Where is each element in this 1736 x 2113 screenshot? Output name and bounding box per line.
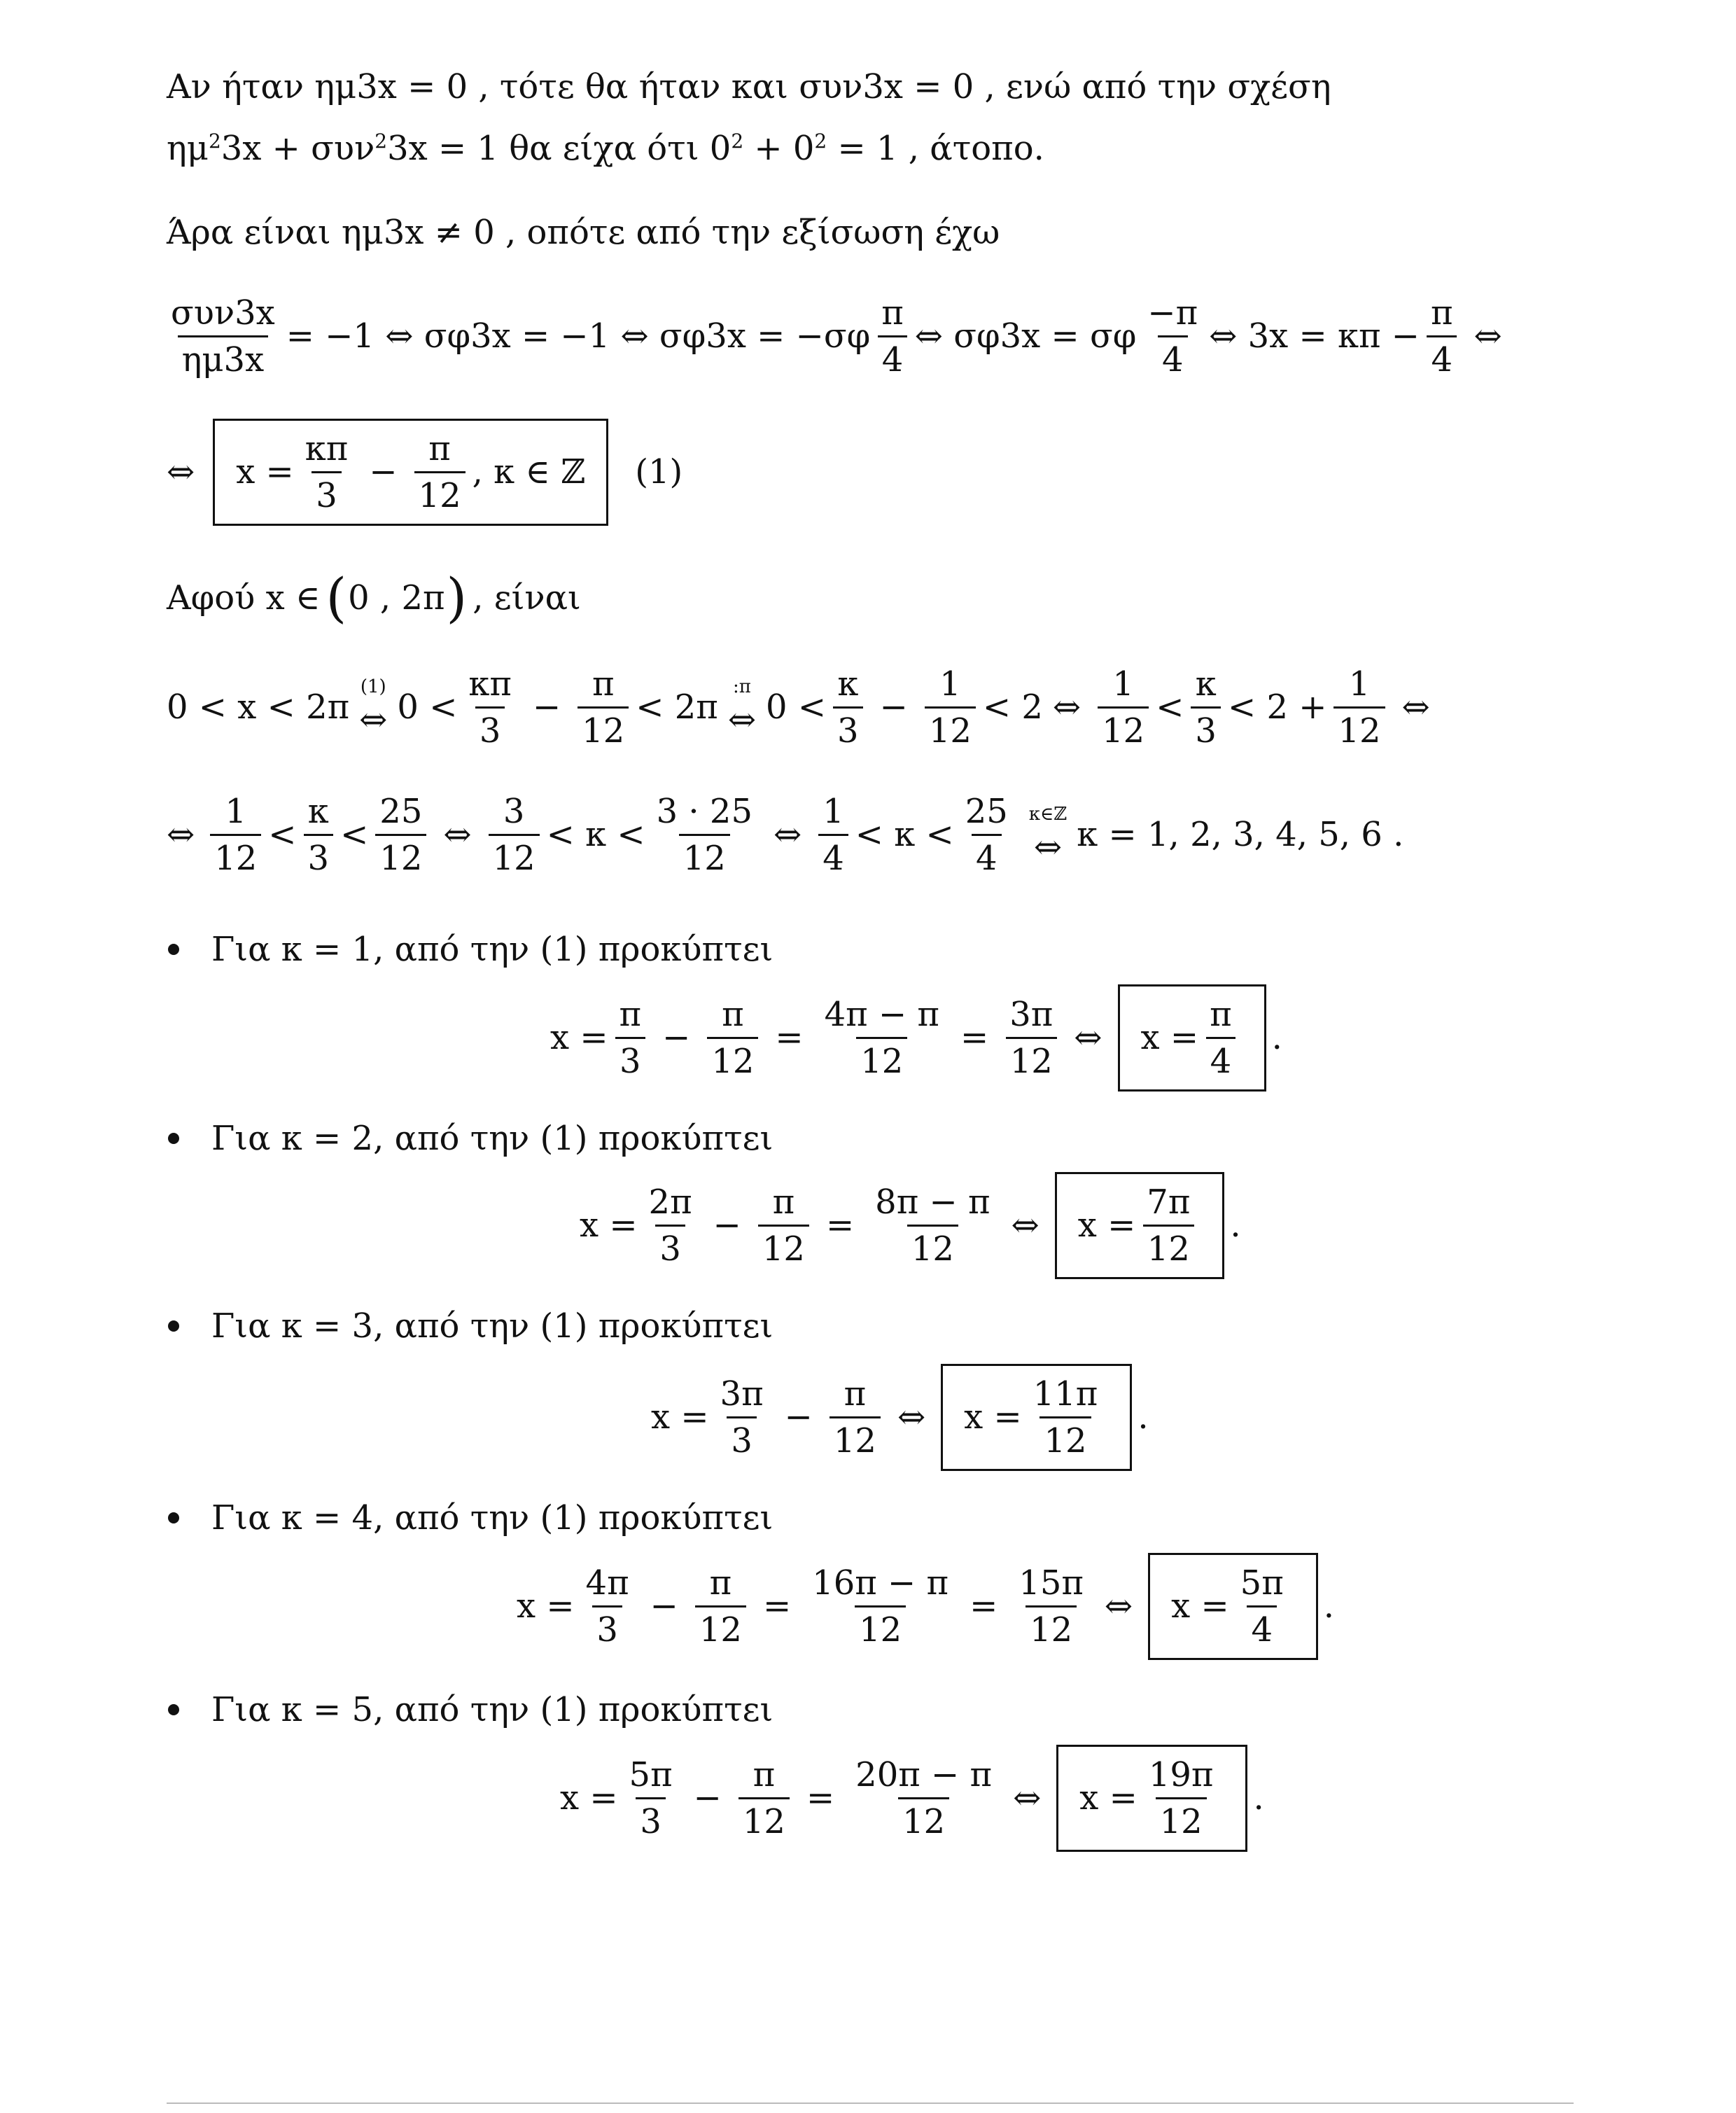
iff-over-label	[728, 678, 756, 737]
over-label: :π	[732, 676, 751, 697]
denominator: 12	[830, 1416, 881, 1458]
equation-label: (1)	[635, 452, 683, 491]
equals-sign: =	[825, 1206, 855, 1245]
equation-part: ⇔ σφ3x = σφ	[914, 316, 1137, 356]
equals-sign: =	[775, 1018, 804, 1057]
x-equals: x =	[651, 1397, 709, 1437]
fraction	[578, 664, 629, 751]
denominator: 4	[1247, 1605, 1277, 1647]
less-than: <	[340, 815, 369, 854]
equation-part: ⇔ 3x = κπ −	[1209, 316, 1420, 356]
fraction	[1143, 293, 1202, 379]
case-equation-3	[651, 1365, 1149, 1469]
less-than: <	[268, 815, 297, 854]
case-text: , από την (1) προκύπτει	[373, 1119, 774, 1158]
fraction	[1427, 293, 1457, 379]
fraction	[808, 1563, 953, 1650]
denominator: 12	[925, 706, 976, 748]
fraction	[1334, 664, 1385, 751]
superscript: 2	[374, 130, 388, 153]
x-equals: x =	[964, 1397, 1022, 1437]
denominator: 4	[972, 834, 1002, 875]
minus-sign: −	[662, 1018, 691, 1057]
denominator: 12	[738, 1797, 790, 1839]
fraction	[615, 994, 646, 1081]
ineq-result: κ = 1, 2, 3, 4, 5, 6 .	[1077, 815, 1404, 854]
minus-sign: −	[650, 1587, 678, 1626]
minus-sign: −	[693, 1778, 722, 1818]
fraction	[1144, 1755, 1218, 1841]
denominator: 12	[907, 1225, 958, 1266]
ineq-part: < κ <	[546, 815, 645, 854]
numerator: π	[772, 1182, 795, 1222]
denominator: 12	[1006, 1037, 1057, 1078]
numerator: 16π − π	[812, 1563, 949, 1603]
bullet	[168, 1512, 179, 1523]
equals-sign: =	[806, 1778, 835, 1818]
denominator: 12	[414, 471, 465, 512]
numerator: −π	[1147, 293, 1198, 333]
denominator: 4	[878, 335, 908, 377]
iff-symbol: ⇔	[727, 700, 757, 739]
fraction	[877, 293, 908, 379]
fraction	[375, 791, 426, 878]
denominator: 12	[695, 1605, 746, 1647]
numerator: 11π	[1032, 1374, 1098, 1414]
text-line-1: Αν ήταν ημ3x = 0 , τότε θα ήταν και συν3x = 0 , ενώ από την σχέση	[167, 67, 1331, 106]
fraction	[758, 1182, 809, 1269]
text-fragment: , είναι	[472, 578, 581, 618]
fraction	[818, 791, 848, 878]
x-equals: x =	[580, 1206, 638, 1245]
numerator: 1	[1348, 664, 1371, 704]
equation-part: = −1 ⇔ σφ3x = −1 ⇔ σφ3x = −σφ	[286, 316, 871, 356]
integer-condition: , κ ∈ ℤ	[472, 452, 586, 491]
boxed-answer	[1056, 1745, 1247, 1852]
denominator: 12	[375, 834, 426, 875]
boxed-answer	[1118, 984, 1266, 1092]
x-equals: x =	[517, 1587, 575, 1626]
fraction	[851, 1755, 996, 1841]
iff-symbol: ⇔	[1401, 688, 1430, 727]
fraction	[464, 664, 516, 751]
fraction	[707, 994, 758, 1081]
minus-sign: −	[713, 1206, 741, 1245]
x-equals: x =	[550, 1018, 608, 1057]
less-than: <	[1156, 688, 1184, 727]
superscript: 2	[731, 130, 744, 153]
denominator: 12	[679, 834, 730, 875]
case-k: Για κ = 1	[211, 930, 374, 969]
equals-sign: =	[969, 1587, 998, 1626]
numerator: κ	[1195, 664, 1217, 704]
period: .	[1271, 1018, 1282, 1057]
numerator: 25	[965, 791, 1008, 831]
right-paren: )	[446, 566, 468, 629]
left-paren: (	[326, 566, 347, 629]
denominator: 12	[758, 1225, 809, 1266]
minus-sign: −	[879, 688, 908, 727]
denominator: 3	[592, 1605, 622, 1647]
fraction	[1029, 1374, 1102, 1460]
numerator: 5π	[629, 1755, 673, 1794]
fraction	[871, 1182, 994, 1269]
numerator: 3π	[1009, 994, 1054, 1034]
iff-symbol: ⇔	[897, 1397, 926, 1437]
text-line-3: Άρα είναι ημ3x ≠ 0 , οπότε από την εξίσωση έχω	[167, 213, 1000, 252]
denominator: 4	[818, 834, 848, 875]
fraction	[1205, 994, 1236, 1081]
bullet	[168, 1133, 179, 1144]
minus-sign: −	[532, 688, 561, 727]
case-heading-4	[211, 1498, 774, 1537]
case-heading-1	[211, 930, 774, 969]
fraction	[1098, 664, 1149, 751]
fraction	[820, 994, 944, 1081]
fraction	[738, 1755, 790, 1841]
ineq-part: < 2 +	[1227, 688, 1327, 727]
numerator: π	[1210, 994, 1232, 1034]
iff-symbol: ⇔	[774, 815, 802, 854]
numerator: 3π	[720, 1374, 764, 1414]
denominator: 12	[707, 1037, 758, 1078]
ineq-part: < κ <	[855, 815, 954, 854]
ineq-part: 0 <	[766, 688, 827, 727]
denominator: 12	[578, 706, 629, 748]
ineq-part: < 2	[982, 688, 1043, 727]
numerator: 7π	[1147, 1182, 1191, 1222]
numerator: π	[709, 1563, 732, 1603]
fraction	[645, 1182, 696, 1269]
case-equation-5	[560, 1746, 1264, 1850]
numerator: κπ	[468, 664, 512, 704]
fraction	[301, 428, 353, 515]
fraction	[833, 664, 863, 751]
period: .	[1230, 1206, 1241, 1245]
fraction	[625, 1755, 677, 1841]
case-equation-1	[550, 986, 1282, 1089]
denominator: 12	[1098, 706, 1149, 748]
text-fragment: + 0	[743, 129, 815, 168]
denominator: 12	[489, 834, 540, 875]
numerator: 2π	[648, 1182, 692, 1222]
fraction	[304, 791, 334, 878]
numerator: 15π	[1018, 1563, 1084, 1603]
boxed-answer	[941, 1364, 1132, 1471]
case-text: , από την (1) προκύπτει	[373, 930, 774, 969]
iff-symbol: ⇔	[359, 700, 388, 739]
interval: 0 , 2π	[348, 578, 445, 618]
denominator: 4	[1206, 1037, 1236, 1078]
footer-divider	[167, 2102, 1574, 2104]
period: .	[1253, 1778, 1264, 1818]
interval-statement	[167, 566, 581, 629]
numerator: 5π	[1240, 1563, 1284, 1603]
numerator: 1	[822, 791, 844, 831]
fraction	[716, 1374, 768, 1460]
case-equation-2	[580, 1173, 1241, 1277]
bullet	[168, 944, 179, 955]
iff-symbol: ⇔	[167, 452, 195, 491]
text-fragment: = 1 , άτοπο.	[827, 129, 1044, 168]
denominator: 3	[636, 1797, 666, 1839]
boxed-answer	[1148, 1553, 1318, 1660]
boxed-answer	[1055, 1172, 1225, 1279]
denominator: 3	[727, 1416, 757, 1458]
numerator: 25	[379, 791, 423, 831]
case-heading-2	[211, 1119, 774, 1158]
case-k: Για κ = 4	[211, 1498, 374, 1537]
fraction	[695, 1563, 746, 1650]
numerator: π	[881, 293, 904, 333]
numerator: 1	[939, 664, 961, 704]
denominator: 3	[833, 706, 863, 748]
x-equals: x =	[1140, 1018, 1199, 1057]
ineq-part: 0 <	[397, 688, 458, 727]
minus-sign: −	[784, 1397, 813, 1437]
numerator: κ	[307, 791, 329, 831]
fraction	[210, 791, 261, 878]
denominator: 3	[615, 1037, 645, 1078]
numerator: π	[752, 1755, 776, 1794]
case-text: , από την (1) προκύπτει	[373, 1498, 774, 1537]
numerator: 3 · 25	[656, 791, 752, 831]
equation-cot	[167, 294, 1512, 378]
over-label: (1)	[360, 676, 386, 697]
numerator: 1	[225, 791, 247, 831]
fraction	[830, 1374, 881, 1460]
x-equals: x =	[560, 1778, 618, 1818]
case-k: Για κ = 3	[211, 1306, 374, 1346]
fraction	[489, 791, 540, 878]
ineq-part: < 2π	[636, 688, 718, 727]
numerator: 4π − π	[824, 994, 939, 1034]
numerator: 19π	[1148, 1755, 1214, 1794]
superscript: 2	[814, 130, 827, 153]
superscript: 2	[208, 130, 221, 153]
fraction	[1005, 994, 1057, 1081]
numerator: 1	[1112, 664, 1134, 704]
numerator: κπ	[304, 428, 349, 468]
x-equals: x =	[236, 452, 294, 491]
denominator: 12	[210, 834, 261, 875]
denominator: 12	[898, 1797, 949, 1839]
inequality-chain-1	[167, 658, 1440, 756]
x-equals: x =	[1171, 1587, 1229, 1626]
denominator: ημ3x	[178, 335, 269, 377]
numerator: π	[722, 994, 744, 1034]
iff-symbol: ⇔	[1074, 1018, 1102, 1057]
period: .	[1323, 1587, 1335, 1626]
fraction	[582, 1563, 634, 1650]
numerator: 3	[503, 791, 525, 831]
denominator: 3	[304, 834, 334, 875]
ineq-part: 0 < x < 2π	[167, 688, 350, 727]
numerator: 20π − π	[855, 1755, 993, 1794]
fraction	[1236, 1563, 1288, 1650]
numerator: π	[428, 428, 451, 468]
iff-symbol: ⇔	[1474, 316, 1502, 356]
denominator: 3	[312, 471, 342, 512]
numerator: 8π − π	[875, 1182, 990, 1222]
fraction	[414, 428, 465, 515]
case-k: Για κ = 5	[211, 1690, 374, 1729]
iff-symbol: ⇔	[1013, 1778, 1042, 1818]
denominator: 12	[856, 1037, 907, 1078]
iff-symbol: ⇔	[1033, 828, 1063, 867]
text-fragment: 3x = 1 θα είχα ότι 0	[387, 129, 732, 168]
numerator: συν3x	[171, 293, 275, 333]
equals-sign: =	[762, 1587, 792, 1626]
denominator: 3	[1191, 706, 1221, 748]
bullet	[168, 1704, 179, 1715]
iff-symbol: ⇔	[167, 815, 195, 854]
denominator: 12	[1026, 1605, 1077, 1647]
boxed-solution	[213, 419, 608, 526]
case-text: , από την (1) προκύπτει	[373, 1690, 774, 1729]
numerator: π	[844, 1374, 867, 1414]
x-equals: x =	[1077, 1206, 1136, 1245]
denominator: 3	[475, 706, 505, 748]
equation-general-solution	[167, 420, 682, 524]
period: .	[1138, 1397, 1149, 1437]
numerator: π	[619, 994, 642, 1034]
numerator: π	[1430, 293, 1453, 333]
denominator: 12	[855, 1605, 906, 1647]
denominator: 12	[1156, 1797, 1207, 1839]
iff-symbol: ⇔	[1104, 1587, 1133, 1626]
case-text: , από την (1) προκύπτει	[373, 1306, 774, 1346]
case-equation-4	[517, 1554, 1334, 1658]
x-equals: x =	[1079, 1778, 1138, 1818]
text-line-2	[167, 129, 1044, 168]
denominator: 12	[1143, 1225, 1194, 1266]
denominator: 4	[1158, 335, 1188, 377]
equals-sign: =	[960, 1018, 989, 1057]
numerator: 4π	[585, 1563, 629, 1603]
text-fragment: 3x + συν	[220, 129, 375, 168]
inequality-chain-2	[167, 786, 1404, 884]
fraction	[1014, 1563, 1088, 1650]
case-k: Για κ = 2	[211, 1119, 374, 1158]
case-heading-3	[211, 1306, 774, 1346]
denominator: 4	[1427, 335, 1457, 377]
denominator: 12	[1040, 1416, 1091, 1458]
fraction	[167, 293, 279, 379]
fraction	[925, 664, 976, 751]
numerator: κ	[837, 664, 859, 704]
denominator: 3	[655, 1225, 685, 1266]
minus-sign: −	[369, 452, 398, 491]
over-label: κ∈ℤ	[1028, 804, 1068, 825]
bullet	[168, 1320, 179, 1332]
iff-over-label	[359, 678, 387, 737]
fraction	[652, 791, 757, 878]
text-fragment: ημ	[167, 129, 209, 168]
fraction	[961, 791, 1012, 878]
case-heading-5	[211, 1690, 774, 1729]
iff-over-label	[1028, 804, 1068, 867]
numerator: π	[592, 664, 615, 704]
iff-symbol: ⇔	[1011, 1206, 1040, 1245]
iff-symbol: ⇔	[1052, 688, 1082, 727]
fraction	[1191, 664, 1221, 751]
iff-symbol: ⇔	[443, 815, 472, 854]
denominator: 12	[1334, 706, 1385, 748]
fraction	[1142, 1182, 1194, 1269]
text-fragment: Αφού x ∈	[167, 578, 321, 618]
